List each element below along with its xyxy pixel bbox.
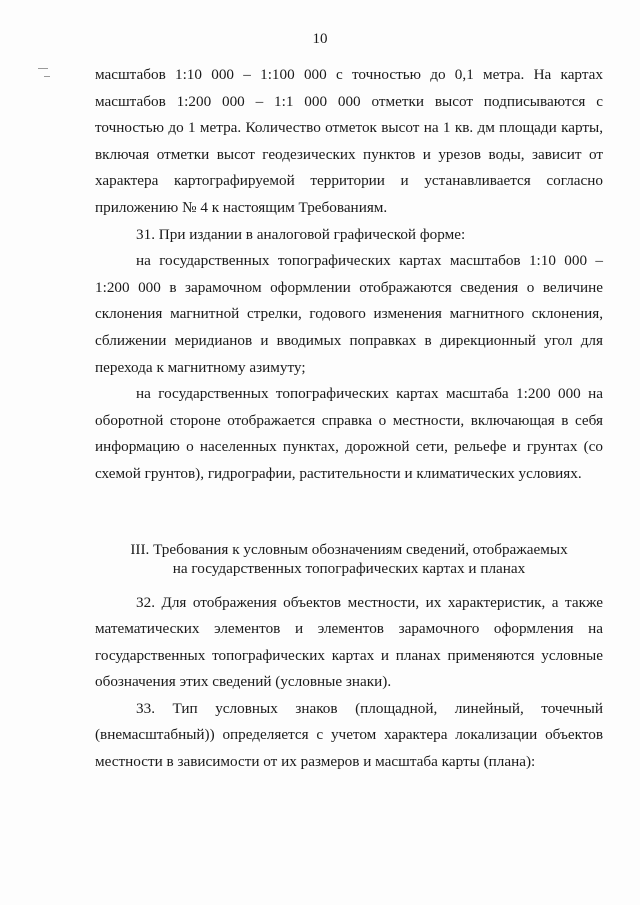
section-heading [95, 540, 603, 578]
paragraph-item-32: 32. Для отображения объектов местности, их характеристик, а также математических элементов и элементов зарамочного оформления на государственных топографических картах и планах применяются условные обозначения этих сведений (условные знаки). [95, 593, 603, 691]
document-body [95, 62, 603, 776]
section-spacer [95, 488, 603, 540]
paragraph-item-33: 33. Тип условных знаков (площадной, линейный, точечный (внемасштабный)) определяется с учетом характера локализации объектов местности в зависимости от их размеров и масштаба карты (плана): [95, 699, 603, 771]
section-heading-line-2: на государственных топографических картах и планах [172, 559, 526, 577]
scan-artifact-mark [38, 68, 48, 69]
page-number: 10 [312, 31, 328, 47]
paragraph-declination-info: на государственных топографических картах масштабов 1:10 000 – 1:200 000 в зарамочном оформлении отображаются сведения о величине склонения магнитной стрелки, годового изменения магнитного склонения, сближении меридианов и вводимых поправках в дирекционный угол для перехода к магнитному азимуту; [95, 252, 603, 376]
paragraph-area-reference: на государственных топографических картах масштаба 1:200 000 на оборотной стороне отображается справка о местности, включающая в себя информацию о населенных пунктах, дорожной сети, рельефе и грунтах (со схемой грунтов), гидрографии, растительности и климатических условиях. [95, 385, 603, 482]
paragraph-item-31: 31. При издании в аналоговой графической форме: [136, 225, 466, 243]
section-heading-line-1: III. Требования к условным обозначениям сведений, отображаемых [130, 540, 568, 558]
paragraph-continuation: масштабов 1:10 000 – 1:100 000 с точностью до 0,1 метра. На картах масштабов 1:200 000 – 1:1 000 000 отметки высот подписываются с точностью до 1 метра. Количество отметок высот на 1 кв. дм площади карты, включая отметки высот геодезических пунктов и урезов воды, зависит от характера картографируемой территории и устанавливается согласно приложению № 4 к настоящим Требованиям. [95, 66, 603, 216]
scan-artifact-mark [44, 76, 50, 77]
